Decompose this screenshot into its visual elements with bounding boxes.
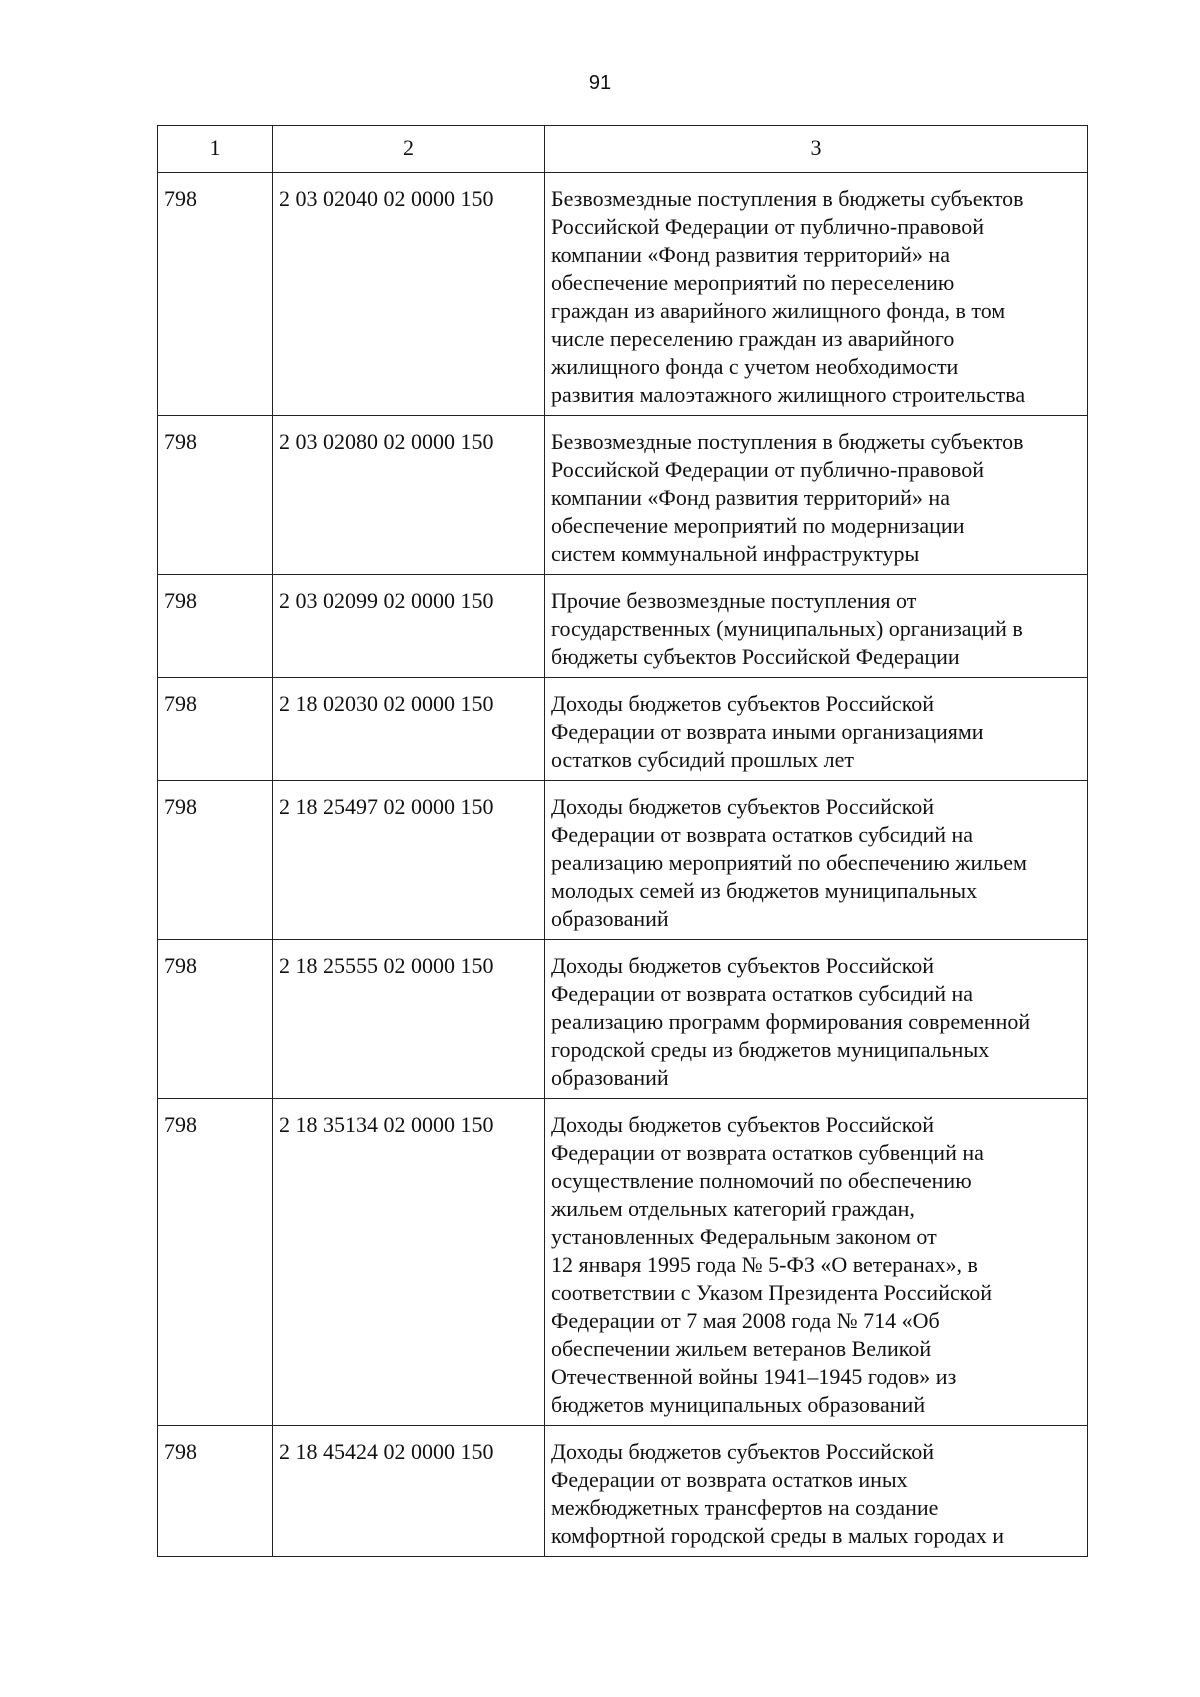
description-line: образований: [551, 1065, 669, 1090]
description-line: Безвозмездные поступления в бюджеты субъектов: [551, 429, 1024, 454]
description-line: обеспечении жильем ветеранов Великой: [551, 1336, 932, 1361]
description-line: Доходы бюджетов субъектов Российской: [551, 1439, 935, 1464]
description-line: систем коммунальной инфраструктуры: [551, 541, 920, 566]
description-line: граждан из аварийного жилищного фонда, в том: [551, 298, 1006, 323]
description-line: городской среды из бюджетов муниципальных: [551, 1037, 990, 1062]
budget-code-cell: 2 18 25497 02 0000 150: [273, 781, 545, 940]
table-row: [158, 678, 1088, 781]
column-header-2: 2: [273, 126, 545, 173]
budget-code-cell: 2 03 02099 02 0000 150: [273, 575, 545, 678]
description-cell: [545, 173, 1088, 416]
description-cell: [545, 575, 1088, 678]
admin-code-cell: 798: [158, 173, 273, 416]
description-line: компании «Фонд развития территорий» на: [551, 485, 950, 510]
description-line: компании «Фонд развития территорий» на: [551, 242, 950, 267]
admin-code-cell: 798: [158, 575, 273, 678]
description-line: Федерации от возврата остатков субвенций на: [551, 1140, 984, 1165]
description-cell: [545, 781, 1088, 940]
description-line: Доходы бюджетов субъектов Российской: [551, 953, 935, 978]
description-line: молодых семей из бюджетов муниципальных: [551, 878, 978, 903]
admin-code-cell: 798: [158, 1426, 273, 1557]
description-line: образований: [551, 906, 669, 931]
description-line: установленных Федеральным законом от: [551, 1224, 937, 1249]
budget-classification-table: [157, 125, 1088, 1557]
description-line: Федерации от возврата остатков субсидий на: [551, 822, 974, 847]
description-cell: [545, 1426, 1088, 1557]
table-body: [158, 173, 1088, 1557]
table-row: [158, 1099, 1088, 1426]
description-line: осуществление полномочий по обеспечению: [551, 1168, 972, 1193]
budget-code-cell: 2 18 02030 02 0000 150: [273, 678, 545, 781]
description-cell: [545, 1099, 1088, 1426]
budget-code-cell: 2 03 02080 02 0000 150: [273, 416, 545, 575]
admin-code-cell: 798: [158, 416, 273, 575]
description-line: обеспечение мероприятий по модернизации: [551, 513, 965, 538]
description-cell: [545, 940, 1088, 1099]
page-number: 91: [588, 72, 612, 94]
description-line: соответствии с Указом Президента Российской: [551, 1280, 993, 1305]
description-line: развития малоэтажного жилищного строительства: [551, 382, 1026, 407]
description-line: Российской Федерации от публично-правовой: [551, 457, 984, 482]
description-line: межбюджетных трансфертов на создание: [551, 1495, 939, 1520]
description-line: обеспечение мероприятий по переселению: [551, 270, 955, 295]
description-line: реализацию программ формирования современной: [551, 1009, 1031, 1034]
description-line: Безвозмездные поступления в бюджеты субъектов: [551, 186, 1024, 211]
description-line: Федерации от возврата остатков иных: [551, 1467, 908, 1492]
description-line: Доходы бюджетов субъектов Российской: [551, 691, 935, 716]
description-cell: [545, 678, 1088, 781]
description-line: остатков субсидий прошлых лет: [551, 747, 854, 772]
description-line: Доходы бюджетов субъектов Российской: [551, 794, 935, 819]
table-header-row: [158, 126, 1088, 173]
description-line: Российской Федерации от публично-правовой: [551, 214, 984, 239]
table-row: [158, 781, 1088, 940]
column-header-3: 3: [545, 126, 1088, 173]
description-line: Отечественной войны 1941–1945 годов» из: [551, 1364, 957, 1389]
description-line: реализацию мероприятий по обеспечению жильем: [551, 850, 1027, 875]
description-line: жилищного фонда с учетом необходимости: [551, 354, 959, 379]
admin-code-cell: 798: [158, 678, 273, 781]
budget-code-cell: 2 03 02040 02 0000 150: [273, 173, 545, 416]
description-cell: [545, 416, 1088, 575]
column-header-1: 1: [158, 126, 273, 173]
budget-code-cell: 2 18 45424 02 0000 150: [273, 1426, 545, 1557]
description-line: Федерации от возврата иными организациями: [551, 719, 984, 744]
table-row: [158, 575, 1088, 678]
table-row: [158, 940, 1088, 1099]
description-line: Прочие безвозмездные поступления от: [551, 588, 917, 613]
description-line: бюджетов муниципальных образований: [551, 1392, 926, 1417]
admin-code-cell: 798: [158, 1099, 273, 1426]
description-line: 12 января 1995 года № 5-ФЗ «О ветеранах», в: [551, 1252, 978, 1277]
table-row: [158, 173, 1088, 416]
description-line: комфортной городской среды в малых городах и: [551, 1523, 1005, 1548]
table-row: [158, 1426, 1088, 1557]
table-row: [158, 416, 1088, 575]
budget-code-cell: 2 18 35134 02 0000 150: [273, 1099, 545, 1426]
description-line: государственных (муниципальных) организаций в: [551, 616, 1023, 641]
budget-code-cell: 2 18 25555 02 0000 150: [273, 940, 545, 1099]
description-line: Доходы бюджетов субъектов Российской: [551, 1112, 935, 1137]
description-line: Федерации от возврата остатков субсидий на: [551, 981, 974, 1006]
admin-code-cell: 798: [158, 781, 273, 940]
description-line: жильем отдельных категорий граждан,: [551, 1196, 915, 1221]
admin-code-cell: 798: [158, 940, 273, 1099]
description-line: числе переселению граждан из аварийного: [551, 326, 955, 351]
description-line: бюджеты субъектов Российской Федерации: [551, 644, 960, 669]
description-line: Федерации от 7 мая 2008 года № 714 «Об: [551, 1308, 940, 1333]
